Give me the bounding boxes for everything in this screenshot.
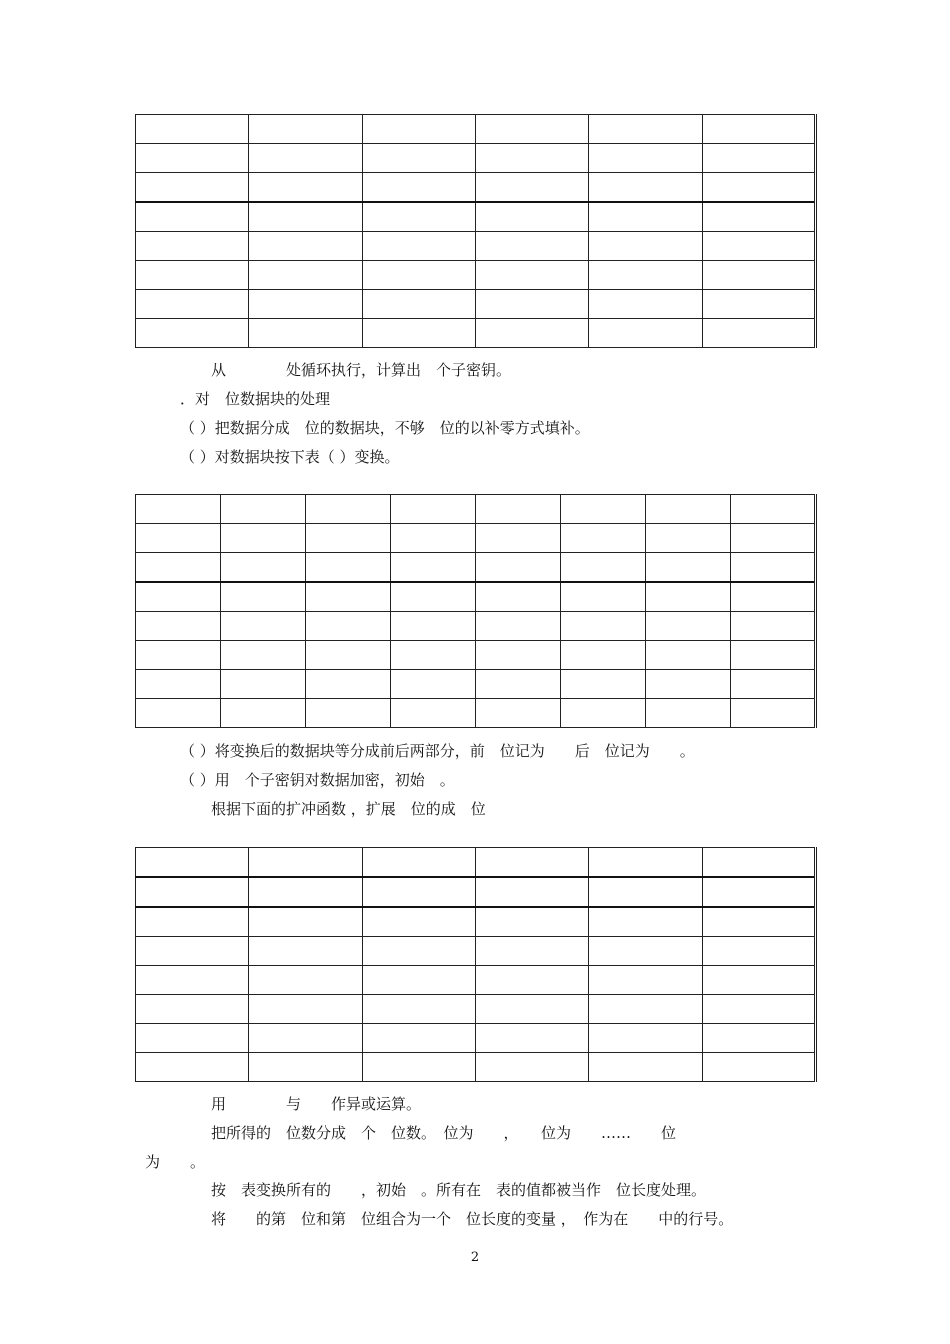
text-line-12: 将 的第 位和第 位组合为一个 位长度的变量 ， 作为在 中的行号。 [211, 1210, 734, 1228]
text-line-11: 按 表变换所有的 ，初始 。所有在 表的值都被当作 位长度处理。 [211, 1181, 707, 1199]
text-line-3: （ ）把数据分成 位的数据块，不够 位的以补零方式填补。 [180, 419, 590, 437]
table-row [136, 641, 816, 670]
page-number: 2 [470, 1250, 480, 1265]
table-row [136, 670, 816, 699]
text-line-2: ．对 位数据块的处理 [180, 390, 331, 408]
table-2 [135, 494, 817, 728]
table-row [136, 261, 816, 290]
table-1 [135, 114, 817, 348]
table-row [136, 1024, 816, 1053]
table-row [136, 553, 816, 583]
text-line-8: 用 与 作异或运算。 [211, 1095, 422, 1113]
table-row [136, 937, 816, 966]
table-row [136, 144, 816, 173]
table-row [136, 115, 816, 144]
table-row [136, 582, 816, 612]
table-row [136, 232, 816, 261]
table-row [136, 966, 816, 995]
table-row [136, 612, 816, 641]
table-row [136, 877, 816, 907]
table-row [136, 202, 816, 232]
text-line-6: （ ）用 个子密钥对数据加密，初始 。 [180, 771, 455, 789]
table-row [136, 495, 816, 524]
text-line-9: 把所得的 位数分成 个 位数。 位为 ， 位为 …… 位 [211, 1124, 677, 1142]
text-line-5: （ ）将变换后的数据块等分成前后两部分，前 位记为 后 位记为 。 [180, 742, 695, 760]
table-row [136, 907, 816, 937]
table-row [136, 848, 816, 878]
table-row [136, 173, 816, 203]
text-line-7: 根据下面的扩冲函数 ，扩展 位的成 位 [211, 800, 486, 818]
text-line-4: （ ）对数据块按下表（ ）变换。 [180, 448, 400, 466]
table-row [136, 319, 816, 348]
table-3 [135, 847, 817, 1082]
table-row [136, 699, 816, 728]
table-row [136, 1053, 816, 1082]
text-line-1: 从 处循环执行，计算出 个子密钥。 [211, 361, 512, 379]
table-row [136, 290, 816, 319]
table-row [136, 995, 816, 1024]
text-line-10: 为 。 [145, 1153, 206, 1171]
table-row [136, 524, 816, 553]
